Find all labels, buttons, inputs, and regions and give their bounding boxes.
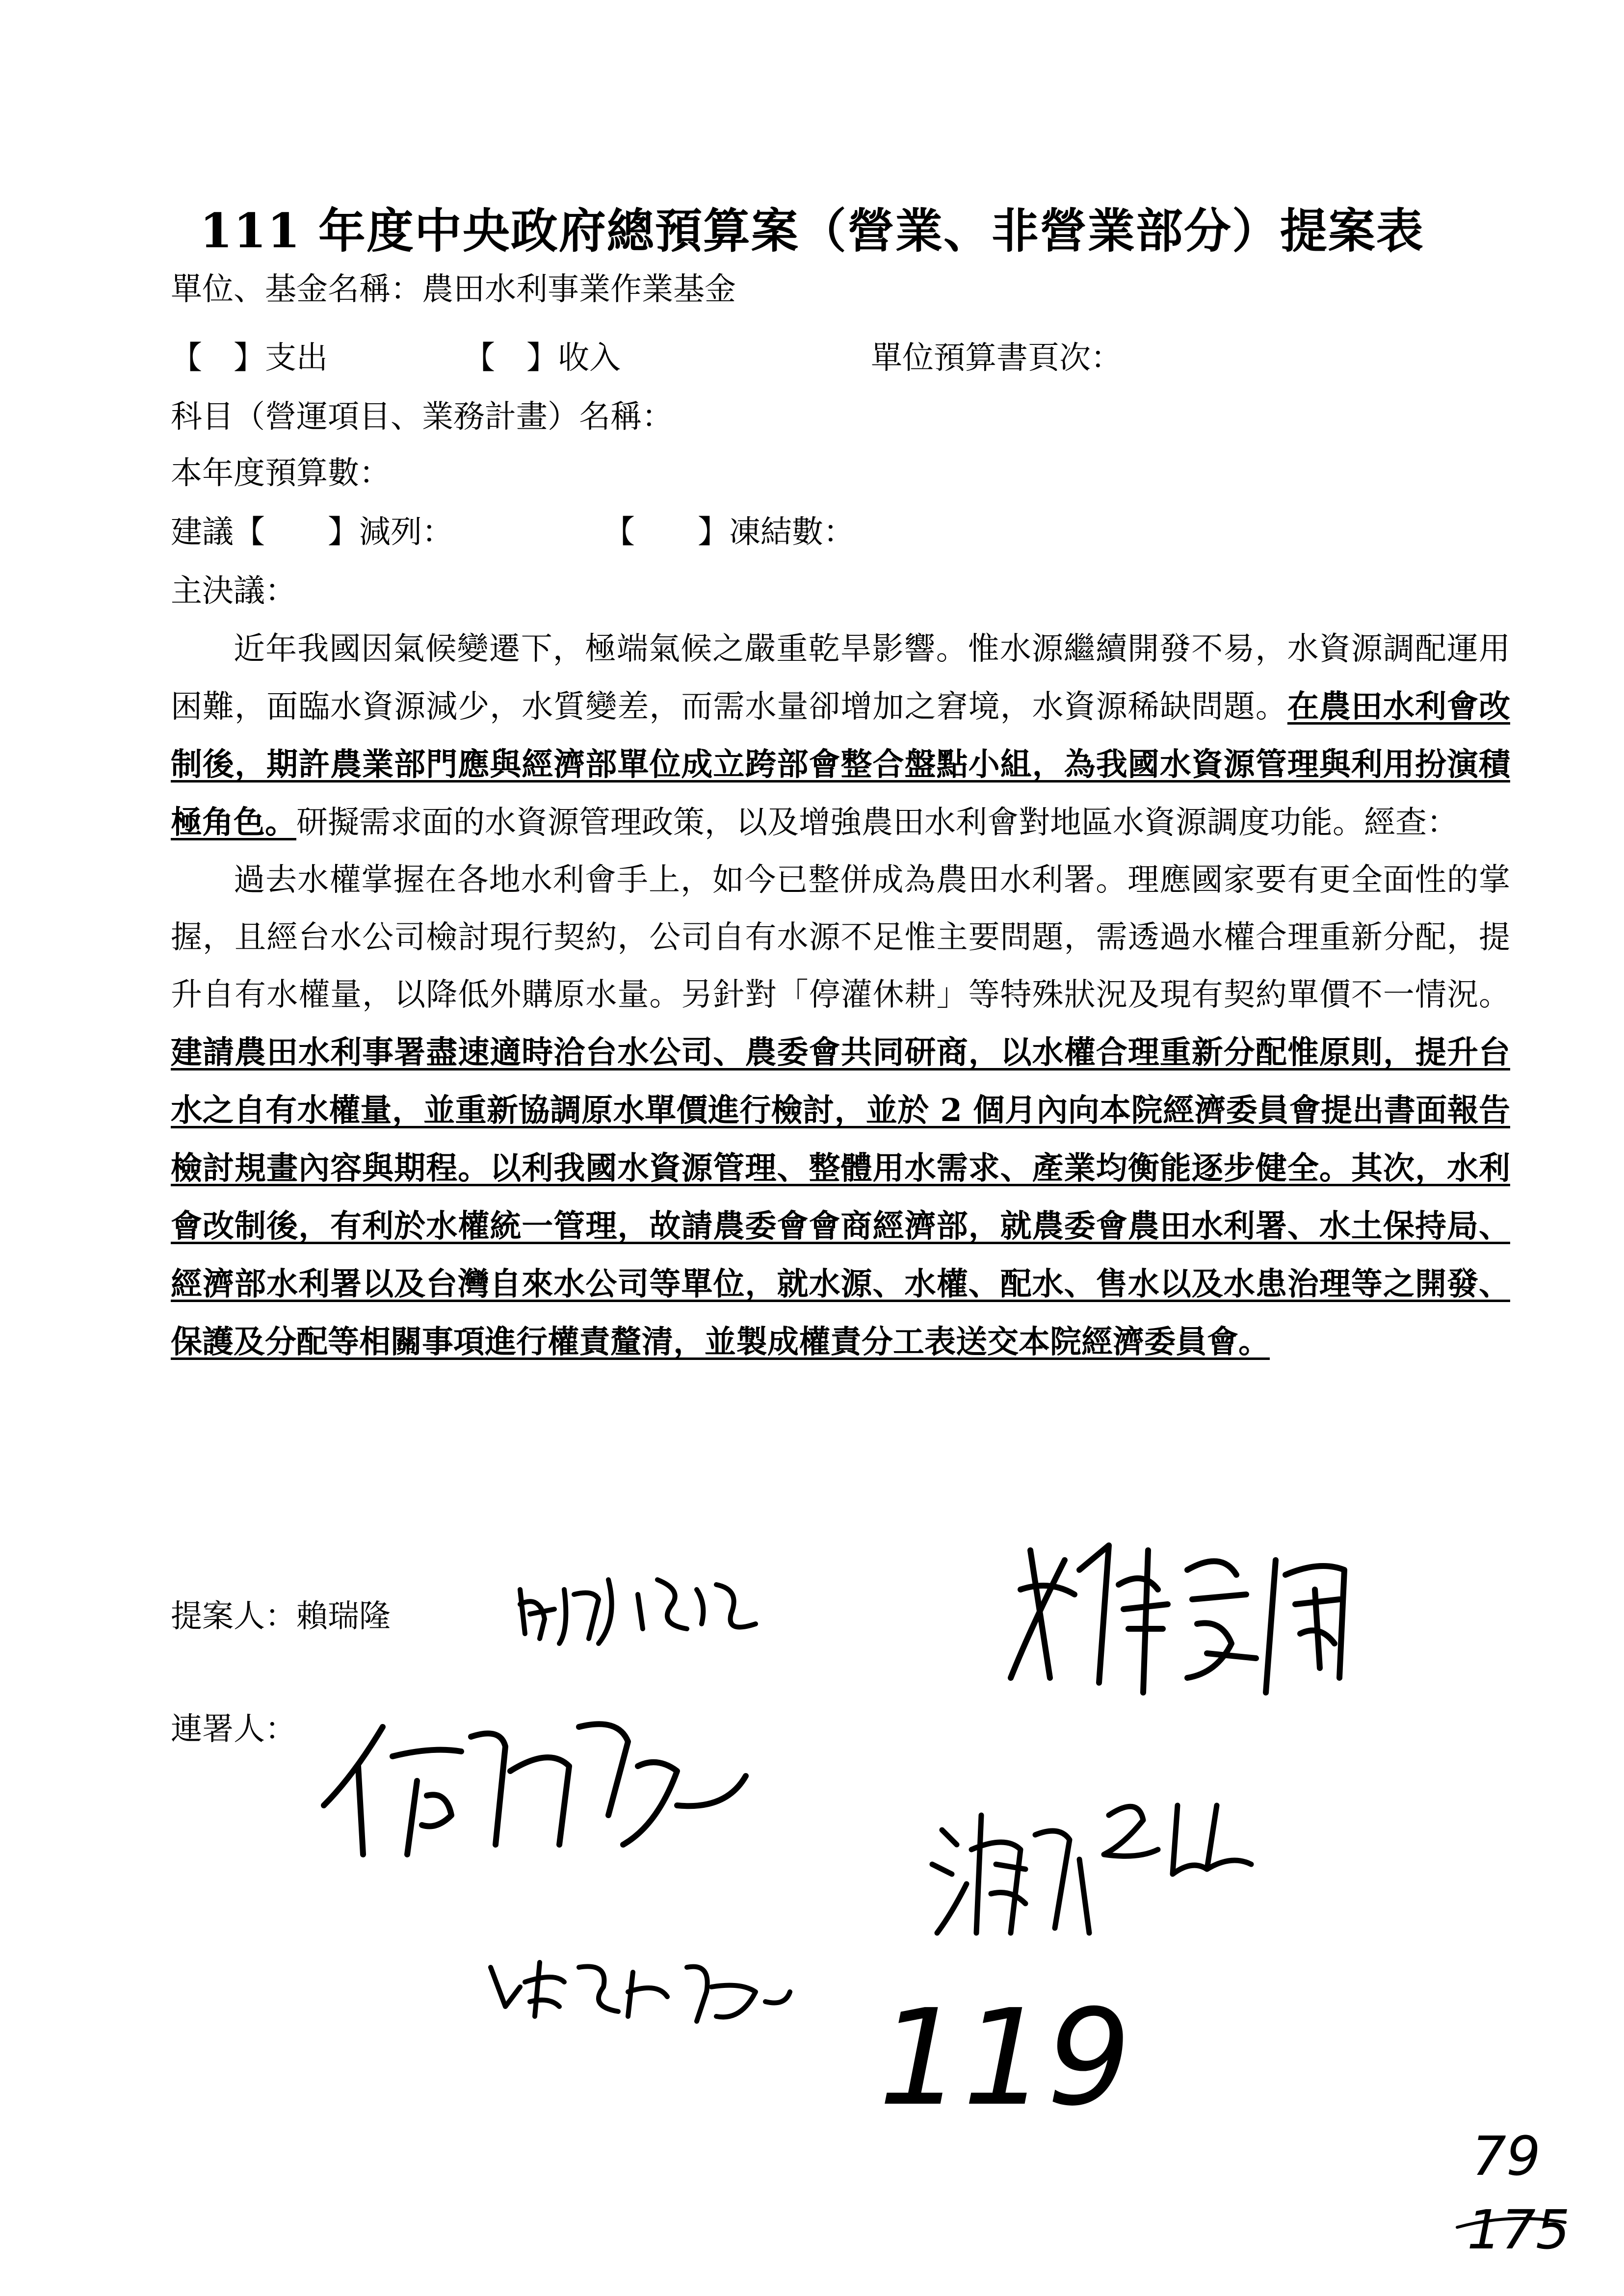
margin-note-2: 175 (1467, 2198, 1570, 2261)
handwritten-page-number: 119 (878, 1981, 1131, 2135)
suggest-reduction-label: 建議【 】減列： (171, 514, 453, 550)
cosigner-label: 連署人： (171, 1711, 296, 1748)
paragraph-2 (171, 852, 1510, 1371)
budget-page-label: 單位預算書頁次： (871, 340, 1122, 376)
unit-fund-name: 單位、基金名稱：農田水利事業作業基金 (171, 271, 736, 308)
signature-cosigner-3 (481, 1943, 795, 2031)
paragraph-1-tail: 研擬需求面的水資源管理政策，以及增強農田水利會對地區水資源調度功能。經查： (296, 805, 1458, 841)
item-name-label: 科目（營運項目、業務計畫）名稱： (171, 399, 673, 435)
page-title: 111 年度中央政府總預算案（營業、非營業部分）提案表 (200, 203, 1424, 259)
paragraph-1 (171, 621, 1510, 852)
budget-amount-label: 本年度預算數： (171, 455, 391, 492)
signature-cosigner-4 (913, 1786, 1285, 1948)
resolution-label: 主決議： (171, 573, 296, 609)
income-checkbox-label: 【 】收入 (464, 340, 621, 376)
paragraph-2-emphasis: 建請農田水利事署盡速適時洽台水公司、農委會共同研商，以水權合理重新分配惟原則，提升台水之自有水權量，並重新協調原水單價進行檢討，並於 2 個月內向本院經濟委員會提出書面報告檢討規畫內容與期程。以利我國水資源管理、整體用水需求、產業均衡能逐步健全。其次，水利會改制後，有利於水權統一管理，故請農委會會商經濟部，就農委會農田水利署、水土保持局、經濟部水利署以及台灣自來水公司等單位，就水源、水權、配水、售水以及水患治理等之開發、保護及分配等相關事項進行權責釐清，並製成權責分工表送交本院經濟委員會。 (171, 1034, 1510, 1360)
expense-checkbox-label: 【 】支出 (171, 340, 328, 376)
freeze-amount-label: 【 】凍結數： (603, 514, 855, 550)
signature-cosigner-1 (1001, 1531, 1403, 1697)
margin-note-1: 79 (1472, 2125, 1541, 2188)
paragraph-1-text: 近年我國因氣候變遷下，極端氣候之嚴重乾旱影響。惟水源繼續開發不易，水資源調配運用困難，面臨水資源減少，水質變差，而需水量卻增加之窘境，水資源稀缺問題。 (171, 631, 1510, 725)
signature-proposer (510, 1560, 805, 1658)
signature-cosigner-2 (304, 1697, 795, 1923)
paragraph-1-emphasis: 在農田水利會改制後，期許農業部門應與經濟部單位成立跨部會整合盤點小組，為我國水資源管理與利用扮演積極角色。 (171, 688, 1511, 841)
paragraph-2-text: 過去水權掌握在各地水利會手上，如今已整併成為農田水利署。理應國家要有更全面性的掌握，且經台水公司檢討現行契約，公司自有水源不足惟主要問題，需透過水權合理重新分配，提升自有水權量，以降低外購原水量。另針對「停灌休耕」等特殊狀況及現有契約單價不一情況。 (171, 862, 1510, 1013)
proposer-label: 提案人：賴瑞隆 (171, 1598, 391, 1635)
resolution-body (171, 621, 1510, 1371)
strike-through-mark (1452, 2208, 1570, 2237)
